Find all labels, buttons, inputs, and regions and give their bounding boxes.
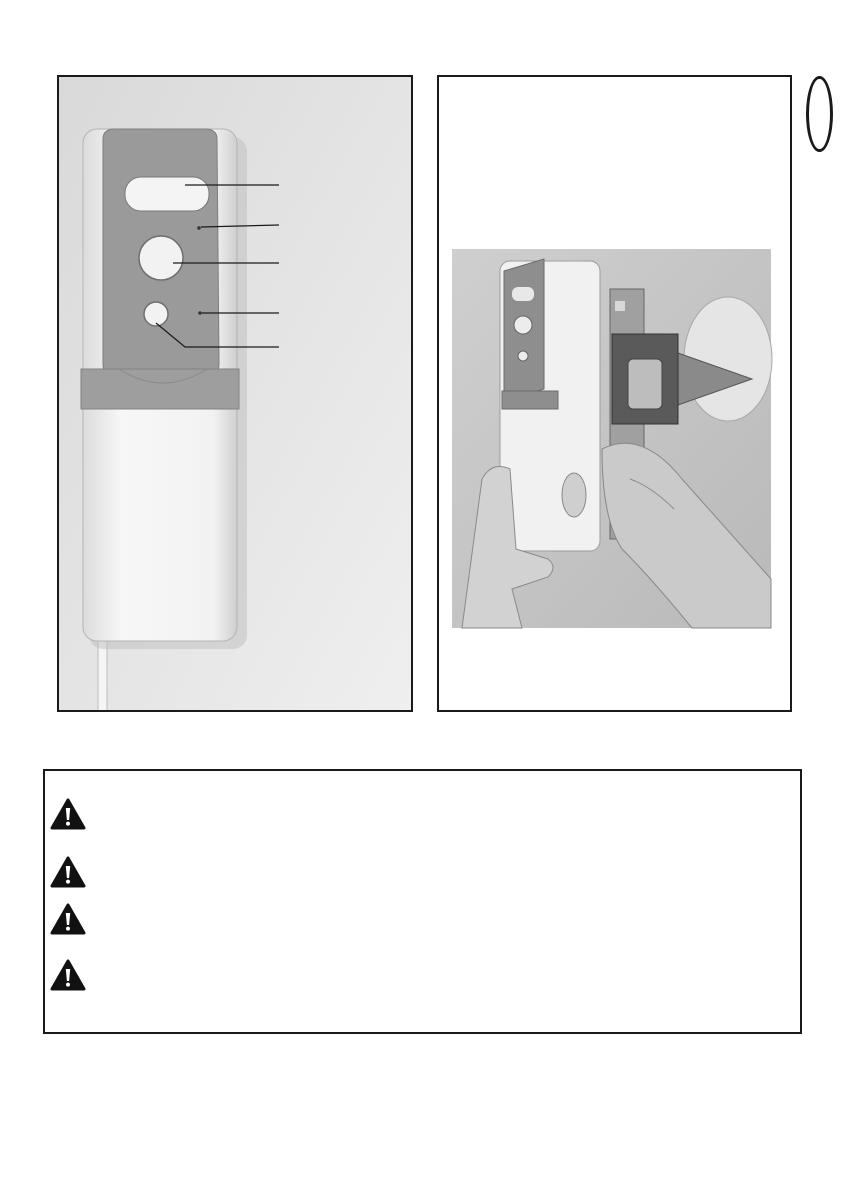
warning-triangle-icon bbox=[50, 959, 86, 991]
warning-triangle-icon bbox=[50, 798, 86, 830]
warning-triangle-icon bbox=[50, 856, 86, 888]
remote-control-photo bbox=[57, 75, 413, 712]
remote-control-illustration bbox=[59, 77, 411, 710]
warning-triangle-icon bbox=[50, 903, 86, 935]
warning-box bbox=[43, 769, 802, 1034]
installation-photo-panel bbox=[437, 75, 792, 712]
language-tab bbox=[806, 76, 833, 152]
installation-illustration bbox=[439, 77, 790, 710]
